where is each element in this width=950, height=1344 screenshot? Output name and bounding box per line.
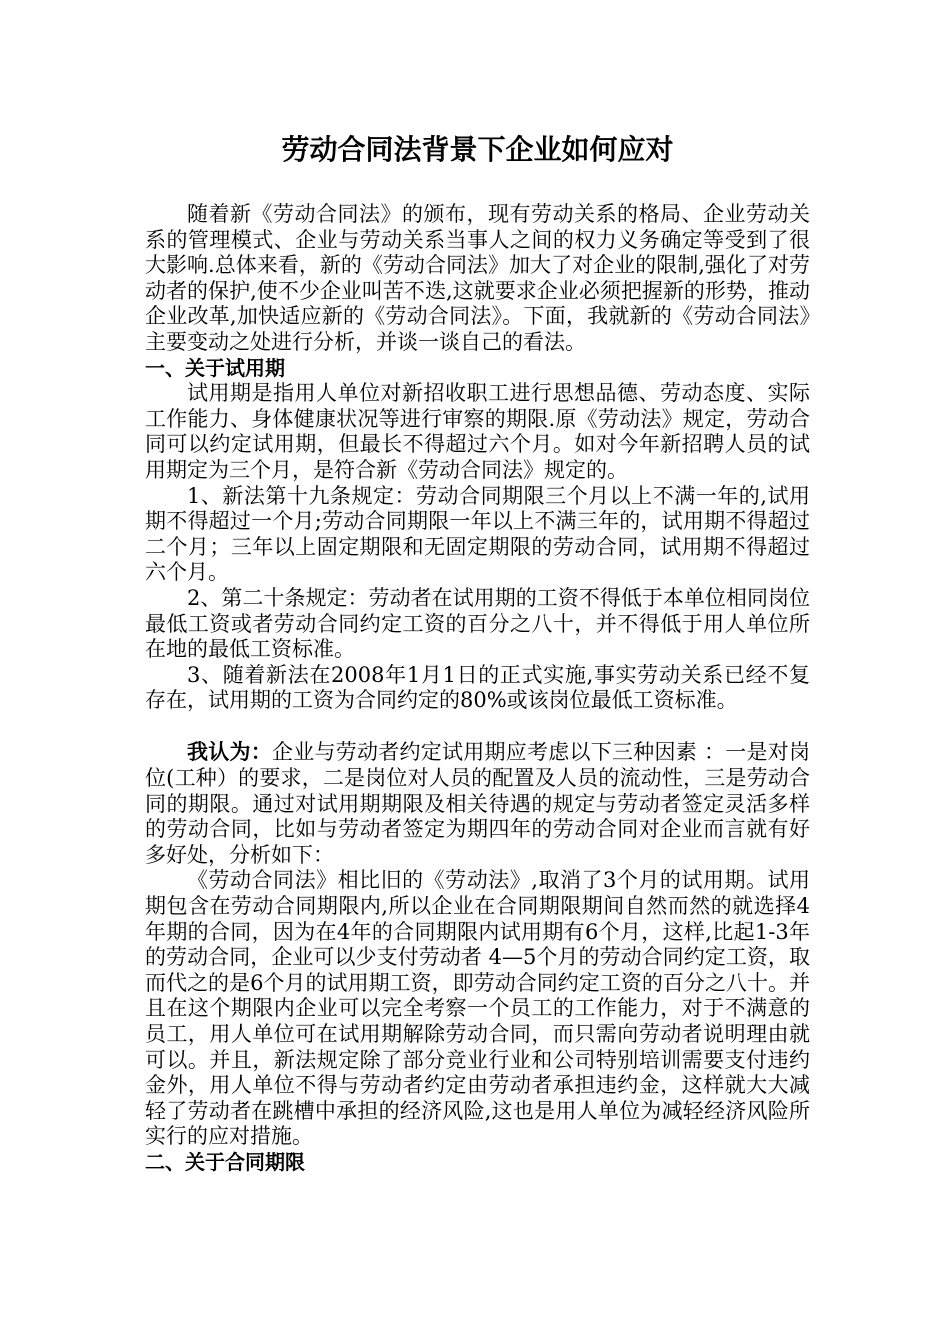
probation-rule-1: 1、新法第十九条规定：劳动合同期限三个月以上不满一年的,试用期不得超过一个月;劳动合同期限一年以上不满三年的，试用期不得超过二个月；三年以上固定期限和无固定期限的劳动合同，试用期不得超过六个月。 [145, 483, 810, 585]
opinion-text: 企业与劳动者约定试用期应考虑以下三种因素 ：一是对岗位(工种）的要求，二是岗位对人员的配置及人员的流动性，三是劳动合同的期限。通过对试用期期限及相关待遇的规定与劳动者签定灵活多样的劳动合同，比如与劳动者签定为期四年的劳动合同对企业而言就有好多好处，分析如下： [145, 740, 810, 867]
analysis-paragraph: 《劳动合同法》相比旧的《劳动法》,取消了3个月的试用期。试用期包含在劳动合同期限内,所以企业在合同期限期间自然而然的就选择4年期的合同，因为在4年的合同期限内试用期有6个月，这样,比起1-3年的劳动合同，企业可以少支付劳动者 4—5个月的劳动合同约定工资，取而代之的是6个月的试用期工资，即劳动合同约定工资的百分之八十。并且在这个期限内企业可以完全考察一个员工的工作能力，对于不满意的员工，用人单位可在试用期解除劳动合同，而只需向劳动者说明理由就可以。并且，新法规定除了部分竞业行业和公司特别培训需要支付违约金外，用人单位不得与劳动者约定由劳动者承担违约金，这样就大大减轻了劳动者在跳槽中承担的经济风险,这也是用人单位为减轻经济风险所实行的应对措施。 [145, 868, 810, 1149]
probation-rule-3: 3、随着新法在2008年1月1日的正式实施,事实劳动关系已经不复存在，试用期的工资为合同约定的80%或该岗位最低工资标准。 [145, 662, 810, 713]
section-heading-probation: 一、关于试用期 [145, 355, 285, 380]
opinion-lead: 我认为： [187, 739, 273, 765]
probation-rule-2: 2、第二十条规定：劳动者在试用期的工资不得低于本单位相同岗位最低工资或者劳动合同约定工资的百分之八十，并不得低于用人单位所在地的最低工资标准。 [145, 585, 810, 662]
intro-paragraph: 随着新《劳动合同法》的颁布，现有劳动关系的格局、企业劳动关系的管理模式、企业与劳动关系当事人之间的权力义务确定等受到了很大影响.总体来看，新的《劳动合同法》加大了对企业的限制,强化了对劳动者的保护,使不少企业叫苦不迭,这就要求企业必须把握新的形势，推动企业改革,加快适应新的《劳动合同法》。下面，我就新的《劳动合同法》主要变动之处进行分析，并谈一谈自己的看法。 [145, 202, 810, 354]
blank-line [145, 714, 810, 740]
opinion-paragraph [145, 739, 810, 868]
probation-definition-paragraph: 试用期是指用人单位对新招收职工进行思想品德、劳动态度、实际工作能力、身体健康状况等进行审察的期限.原《劳动法》规定，劳动合同可以约定试用期，但最长不得超过六个月。如对今年新招聘人员的试用期定为三个月，是符合新《劳动合同法》规定的。 [145, 381, 810, 482]
document-title: 劳动合同法背景下企业如何应对 [281, 133, 674, 166]
section-heading-contract-term: 二、关于合同期限 [145, 1149, 305, 1174]
document-page [145, 130, 810, 1176]
